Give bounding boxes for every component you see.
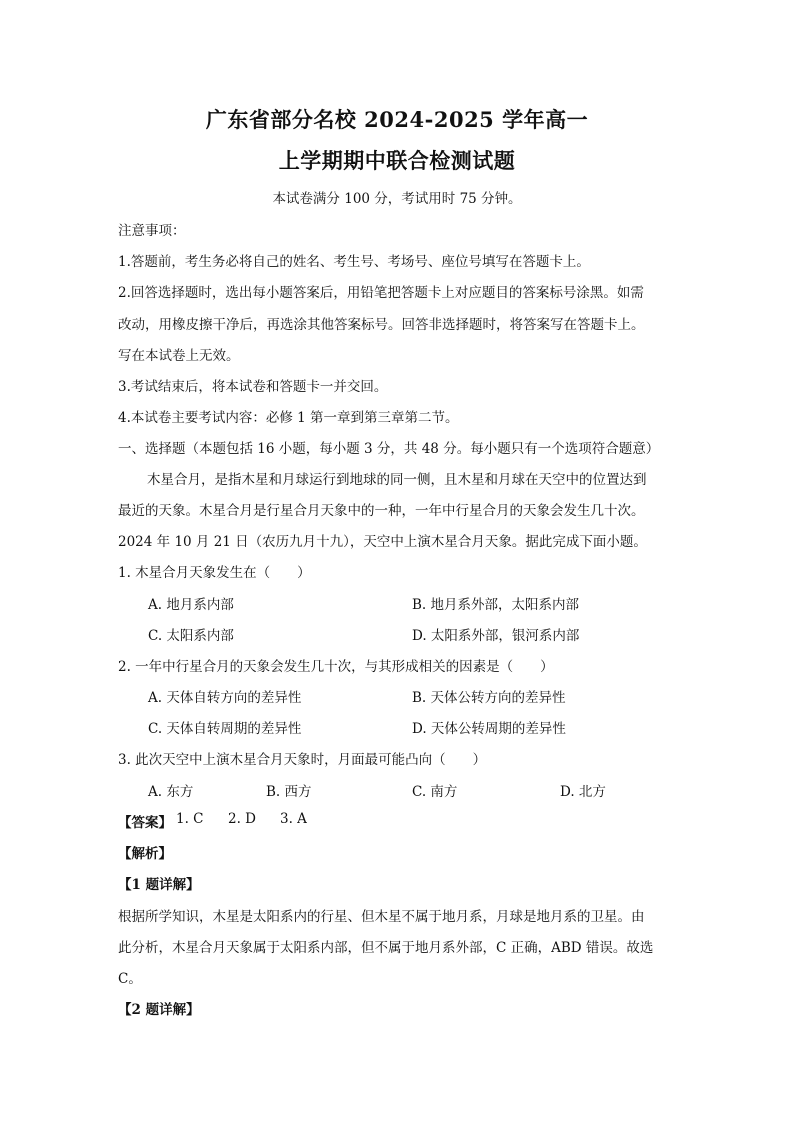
- q2-detail-label: 【2 题详解】: [118, 1002, 200, 1018]
- answer-label: 【答案】: [118, 815, 172, 831]
- question-stem: 3. 此次天空中上演木星合月天象时，月面最可能凸向（ ）: [118, 752, 487, 768]
- option-d: D. 天体公转周期的差异性: [412, 721, 566, 737]
- q1-detail-label: 【1 题详解】: [118, 877, 200, 893]
- passage-line: 2024 年 10 月 21 日（农历九月十九），天空中上演木星合月天象。据此完成下面小题。: [118, 534, 647, 550]
- option-d: D. 北方: [560, 784, 606, 800]
- option-a: A. 东方: [148, 784, 194, 800]
- note-item: 3.考试结束后，将本试卷和答题卡一并交回。: [118, 379, 388, 395]
- exam-title-line1: 广东省部分名校 2024-2025 学年高一: [205, 107, 589, 132]
- option-c: C. 太阳系内部: [148, 628, 234, 644]
- option-c: C. 南方: [412, 784, 458, 800]
- notes-heading: 注意事项：: [118, 223, 186, 239]
- question-stem: 1. 木星合月天象发生在（ ）: [118, 565, 311, 581]
- question-stem: 2. 一年中行星合月的天象会发生几十次，与其形成相关的因素是（ ）: [118, 659, 554, 675]
- analysis-label: 【解析】: [118, 846, 172, 862]
- option-d: D. 太阳系外部，银河系内部: [412, 628, 580, 644]
- note-item: 4.本试卷主要考试内容：必修 1 第一章到第三章第二节。: [118, 410, 459, 426]
- analysis-line: C。: [118, 971, 142, 987]
- note-item: 1.答题前，考生务必将自己的姓名、考生号、考场号、座位号填写在答题卡上。: [118, 254, 590, 270]
- answer-item: 1. C: [176, 811, 204, 827]
- answer-item: 2. D: [228, 811, 256, 827]
- passage-line: 最近的天象。木星合月是行星合月天象中的一种，一年中行星合月的天象会发生几十次。: [118, 503, 645, 519]
- option-a: A. 天体自转方向的差异性: [148, 690, 302, 706]
- exam-title-line2: 上学期期中联合检测试题: [278, 148, 516, 173]
- option-c: C. 天体自转周期的差异性: [148, 721, 302, 737]
- section-heading: 一、选择题（本题包括 16 小题，每小题 3 分，共 48 分。每小题只有一个选项符合题意）: [118, 441, 660, 457]
- option-a: A. 地月系内部: [148, 597, 234, 613]
- option-b: B. 地月系外部，太阳系内部: [412, 597, 580, 613]
- exam-subtitle: 本试卷满分 100 分，考试用时 75 分钟。: [272, 191, 522, 207]
- option-b: B. 天体公转方向的差异性: [412, 690, 566, 706]
- note-item: 写在本试卷上无效。: [118, 348, 240, 364]
- analysis-line: 此分析，木星合月天象属于太阳系内部，但不属于地月系外部，C 正确，ABD 错误。故选: [118, 940, 654, 956]
- note-item: 改动，用橡皮擦干净后，再选涂其他答案标号。回答非选择题时，将答案写在答题卡上。: [118, 317, 645, 333]
- analysis-line: 根据所学知识，木星是太阳系内的行星、但木星不属于地月系，月球是地月系的卫星。由: [118, 909, 645, 925]
- answer-item: 3. A: [280, 811, 307, 827]
- note-item: 2.回答选择题时，选出每小题答案后，用铅笔把答题卡上对应题目的答案标号涂黑。如需: [118, 285, 644, 301]
- passage-line: 木星合月，是指木星和月球运行到地球的同一侧，且木星和月球在天空中的位置达到: [147, 472, 647, 488]
- option-b: B. 西方: [266, 784, 312, 800]
